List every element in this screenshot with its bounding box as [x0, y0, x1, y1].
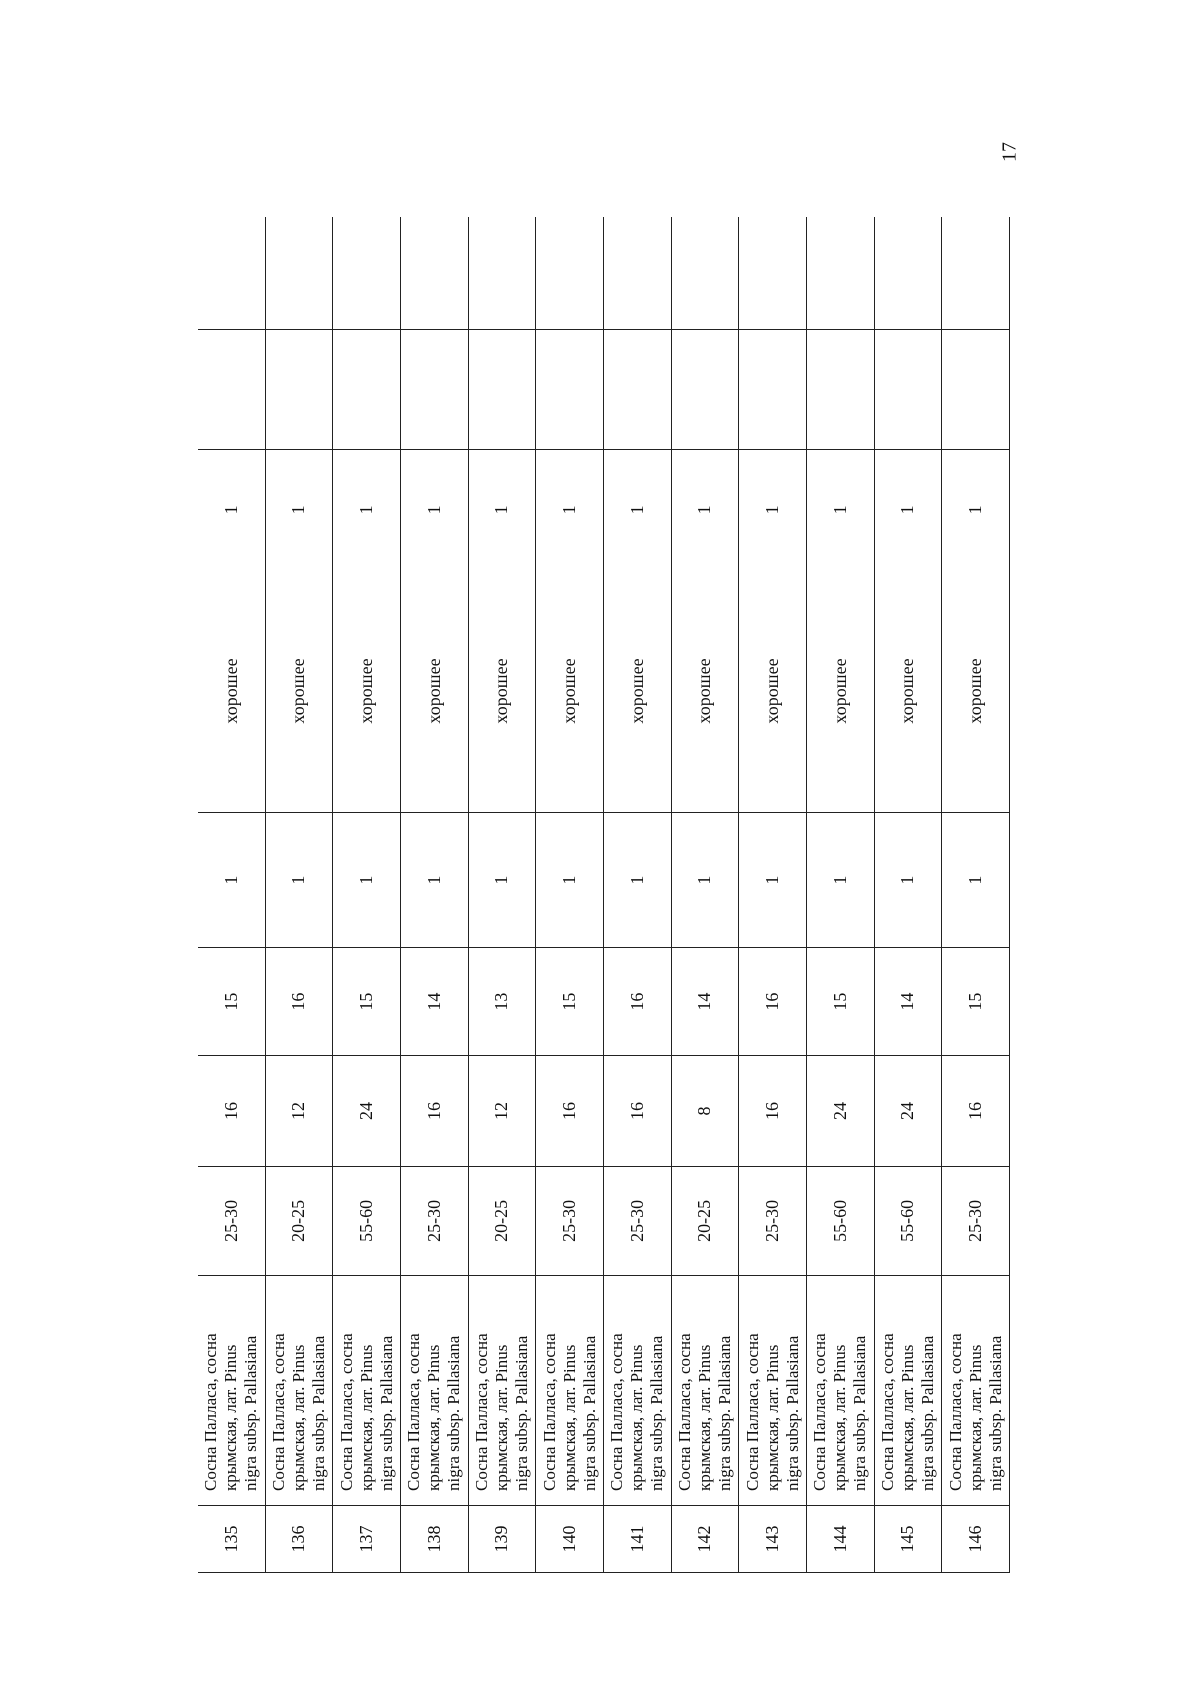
empty-cell-8: [265, 329, 333, 449]
species-line: крымская, лат. Pinus: [627, 1344, 647, 1492]
trunks-cell: 1: [739, 813, 807, 948]
empty-cell-9: [198, 217, 265, 329]
row-number-cell: 135: [198, 1506, 265, 1573]
species-line: крымская, лат. Pinus: [762, 1344, 782, 1492]
species-line: nigra subsp. Pallasiana: [714, 1335, 734, 1492]
row-number-cell: 139: [468, 1506, 536, 1573]
row-number-cell: 144: [806, 1506, 874, 1573]
height-cell: 15: [536, 948, 604, 1056]
height-cell: 16: [603, 948, 671, 1056]
table-row: [874, 217, 942, 1573]
count-cell: 1: [198, 449, 265, 569]
table-row: [806, 217, 874, 1573]
species-line: nigra subsp. Pallasiana: [376, 1335, 396, 1492]
empty-cell-8: [806, 329, 874, 449]
trunks-cell: 1: [806, 813, 874, 948]
age-cell: 25-30: [603, 1166, 671, 1275]
condition-cell: хорошее: [942, 570, 1010, 813]
row-number-cell: 145: [874, 1506, 942, 1573]
condition-cell: хорошее: [603, 570, 671, 813]
empty-cell-9: [806, 217, 874, 329]
species-line: Сосна Палласа, сосна: [742, 1333, 762, 1492]
height-cell: 15: [806, 948, 874, 1056]
trunks-cell: 1: [536, 813, 604, 948]
count-cell: 1: [603, 449, 671, 569]
count-cell: 1: [536, 449, 604, 569]
species-line: nigra subsp. Pallasiana: [850, 1335, 870, 1492]
species-cell: [874, 1275, 942, 1505]
height-cell: 14: [874, 948, 942, 1056]
empty-cell-9: [265, 217, 333, 329]
table-row: [739, 217, 807, 1573]
species-line: nigra subsp. Pallasiana: [308, 1335, 328, 1492]
empty-cell-8: [671, 329, 739, 449]
condition-cell: хорошее: [198, 570, 265, 813]
condition-cell: хорошее: [265, 570, 333, 813]
count-cell: 1: [806, 449, 874, 569]
species-line: nigra subsp. Pallasiana: [444, 1335, 464, 1492]
empty-cell-9: [874, 217, 942, 329]
row-number-cell: 141: [603, 1506, 671, 1573]
species-cell: [468, 1275, 536, 1505]
species-cell: [942, 1275, 1010, 1505]
trunks-cell: 1: [400, 813, 468, 948]
page-number: 17: [998, 142, 1021, 162]
height-cell: 15: [942, 948, 1010, 1056]
age-cell: 25-30: [739, 1166, 807, 1275]
empty-cell-8: [400, 329, 468, 449]
species-line: nigra subsp. Pallasiana: [647, 1335, 667, 1492]
species-line: nigra subsp. Pallasiana: [782, 1335, 802, 1492]
species-cell: [806, 1275, 874, 1505]
diameter-cell: 16: [198, 1055, 265, 1166]
count-cell: 1: [400, 449, 468, 569]
empty-cell-8: [874, 329, 942, 449]
species-line: nigra subsp. Pallasiana: [917, 1335, 937, 1492]
trunks-cell: 1: [468, 813, 536, 948]
empty-cell-8: [198, 329, 265, 449]
species-cell: [265, 1275, 333, 1505]
diameter-cell: 24: [874, 1055, 942, 1166]
empty-cell-9: [333, 217, 401, 329]
trunks-cell: 1: [942, 813, 1010, 948]
trunks-cell: 1: [333, 813, 401, 948]
empty-cell-9: [942, 217, 1010, 329]
empty-cell-9: [536, 217, 604, 329]
species-line: Сосна Палласа, сосна: [945, 1333, 965, 1492]
row-number-cell: 146: [942, 1506, 1010, 1573]
species-line: крымская, лат. Pinus: [694, 1344, 714, 1492]
condition-cell: хорошее: [468, 570, 536, 813]
age-cell: 20-25: [468, 1166, 536, 1275]
count-cell: 1: [265, 449, 333, 569]
empty-cell-9: [603, 217, 671, 329]
species-line: крымская, лат. Pinus: [830, 1344, 850, 1492]
table-row: [671, 217, 739, 1573]
species-line: крымская, лат. Pinus: [491, 1344, 511, 1492]
species-line: крымская, лат. Pinus: [221, 1344, 241, 1492]
height-cell: 14: [400, 948, 468, 1056]
empty-cell-8: [942, 329, 1010, 449]
height-cell: 16: [739, 948, 807, 1056]
diameter-cell: 16: [536, 1055, 604, 1166]
empty-cell-8: [468, 329, 536, 449]
age-cell: 55-60: [333, 1166, 401, 1275]
table-row: [198, 217, 265, 1573]
table-row: [942, 217, 1010, 1573]
empty-cell-9: [468, 217, 536, 329]
height-cell: 15: [198, 948, 265, 1056]
species-cell: [400, 1275, 468, 1505]
diameter-cell: 16: [400, 1055, 468, 1166]
empty-cell-9: [400, 217, 468, 329]
count-cell: 1: [942, 449, 1010, 569]
age-cell: 25-30: [536, 1166, 604, 1275]
empty-cell-9: [671, 217, 739, 329]
diameter-cell: 16: [739, 1055, 807, 1166]
diameter-cell: 16: [942, 1055, 1010, 1166]
species-line: крымская, лат. Pinus: [424, 1344, 444, 1492]
condition-cell: хорошее: [874, 570, 942, 813]
table-row: [400, 217, 468, 1573]
count-cell: 1: [874, 449, 942, 569]
count-cell: 1: [333, 449, 401, 569]
condition-cell: хорошее: [536, 570, 604, 813]
diameter-cell: 8: [671, 1055, 739, 1166]
species-line: Сосна Палласа, сосна: [404, 1333, 424, 1492]
table-row: [468, 217, 536, 1573]
age-cell: 55-60: [806, 1166, 874, 1275]
diameter-cell: 24: [806, 1055, 874, 1166]
empty-cell-8: [536, 329, 604, 449]
species-line: крымская, лат. Pinus: [356, 1344, 376, 1492]
condition-cell: хорошее: [400, 570, 468, 813]
age-cell: 25-30: [198, 1166, 265, 1275]
table-row: [603, 217, 671, 1573]
row-number-cell: 138: [400, 1506, 468, 1573]
species-line: nigra subsp. Pallasiana: [511, 1335, 531, 1492]
species-cell: [333, 1275, 401, 1505]
row-number-cell: 143: [739, 1506, 807, 1573]
empty-cell-9: [739, 217, 807, 329]
trunks-cell: 1: [603, 813, 671, 948]
species-line: Сосна Палласа, сосна: [810, 1333, 830, 1492]
table-row: [536, 217, 604, 1573]
species-line: Сосна Палласа, сосна: [539, 1333, 559, 1492]
row-number-cell: 136: [265, 1506, 333, 1573]
height-cell: 13: [468, 948, 536, 1056]
species-line: Сосна Палласа, сосна: [674, 1333, 694, 1492]
species-line: крымская, лат. Pinus: [965, 1344, 985, 1492]
trunks-cell: 1: [671, 813, 739, 948]
species-cell: [536, 1275, 604, 1505]
species-line: Сосна Палласа, сосна: [268, 1333, 288, 1492]
age-cell: 25-30: [942, 1166, 1010, 1275]
condition-cell: хорошее: [806, 570, 874, 813]
table-row: [265, 217, 333, 1573]
trunks-cell: 1: [874, 813, 942, 948]
row-number-cell: 137: [333, 1506, 401, 1573]
species-line: Сосна Палласа, сосна: [607, 1333, 627, 1492]
species-cell: [198, 1275, 265, 1505]
count-cell: 1: [468, 449, 536, 569]
height-cell: 14: [671, 948, 739, 1056]
row-number-cell: 142: [671, 1506, 739, 1573]
empty-cell-8: [603, 329, 671, 449]
species-line: nigra subsp. Pallasiana: [579, 1335, 599, 1492]
age-cell: 20-25: [671, 1166, 739, 1275]
age-cell: 20-25: [265, 1166, 333, 1275]
count-cell: 1: [671, 449, 739, 569]
species-line: Сосна Палласа, сосна: [471, 1333, 491, 1492]
age-cell: 55-60: [874, 1166, 942, 1275]
trunks-cell: 1: [198, 813, 265, 948]
trunks-cell: 1: [265, 813, 333, 948]
species-line: Сосна Палласа, сосна: [877, 1333, 897, 1492]
empty-cell-8: [739, 329, 807, 449]
age-cell: 25-30: [400, 1166, 468, 1275]
species-line: крымская, лат. Pinus: [288, 1344, 308, 1492]
empty-cell-8: [333, 329, 401, 449]
species-line: Сосна Палласа, сосна: [201, 1333, 221, 1492]
species-line: nigra subsp. Pallasiana: [985, 1335, 1005, 1492]
height-cell: 16: [265, 948, 333, 1056]
species-cell: [739, 1275, 807, 1505]
diameter-cell: 12: [265, 1055, 333, 1166]
diameter-cell: 12: [468, 1055, 536, 1166]
diameter-cell: 24: [333, 1055, 401, 1166]
rotated-table-wrapper: [198, 217, 1010, 1573]
table-row: [333, 217, 401, 1573]
condition-cell: хорошее: [739, 570, 807, 813]
height-cell: 15: [333, 948, 401, 1056]
diameter-cell: 16: [603, 1055, 671, 1166]
species-cell: [603, 1275, 671, 1505]
condition-cell: хорошее: [333, 570, 401, 813]
species-line: Сосна Палласа, сосна: [336, 1333, 356, 1492]
species-line: крымская, лат. Pinus: [559, 1344, 579, 1492]
row-number-cell: 140: [536, 1506, 604, 1573]
count-cell: 1: [739, 449, 807, 569]
tree-inventory-table: [198, 217, 1010, 1573]
species-line: крымская, лат. Pinus: [897, 1344, 917, 1492]
condition-cell: хорошее: [671, 570, 739, 813]
species-cell: [671, 1275, 739, 1505]
species-line: nigra subsp. Pallasiana: [241, 1335, 261, 1492]
